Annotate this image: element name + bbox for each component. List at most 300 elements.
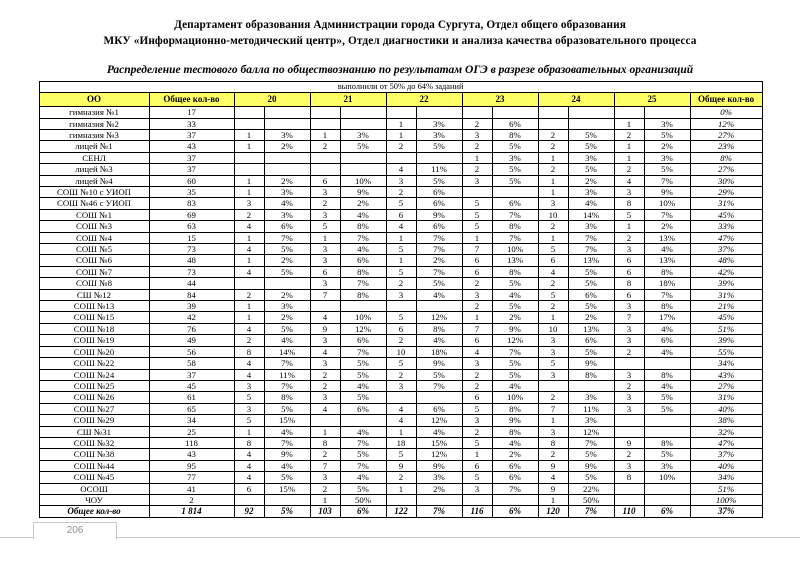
cell-percent: 11% [568,403,614,414]
cell-percent: 7% [644,209,690,220]
cell-count: 1 [462,152,492,163]
cell-count: 3 [310,244,340,255]
cell-percent: 4% [416,289,462,300]
cell-percent: 4% [492,380,538,391]
cell-grand-total: 38% [690,415,762,426]
cell-percent: 5% [644,449,690,460]
cell-count: 3 [614,460,644,471]
cell-percent: 15% [416,437,462,448]
cell-percent: 7% [644,175,690,186]
cell-count: 3 [462,129,492,140]
page-title: Распределение тестового балла по обществознанию по результатам ОГЭ в разрезе образовательных организаций [106,63,694,76]
cell-grand-total: 47% [690,232,762,243]
cell-percent: 3% [644,460,690,471]
cell-count: 5 [614,209,644,220]
table-row [39,175,762,186]
cell-count: 110 [614,506,644,517]
cell-percent: 4% [416,335,462,346]
cell-total-count: 76 [149,323,234,334]
cell-percent: 8% [644,369,690,380]
cell-percent: 50% [340,494,386,505]
cell-percent: 3% [644,152,690,163]
cell-organization: гимназия №3 [39,129,149,140]
cell-count: 3 [310,335,340,346]
cell-count: 1 [386,129,416,140]
cell-percent: 14% [568,209,614,220]
cell-count: 2 [614,449,644,460]
cell-percent: 10% [340,312,386,323]
cell-percent: 5% [644,392,690,403]
table-row [39,437,762,448]
col-header-22: 22 [386,93,462,107]
col-header-total-count: Общее кол-во [149,93,234,107]
cell-percent: 3% [264,129,310,140]
cell-percent [340,107,386,118]
cell-percent: 5% [340,358,386,369]
cell-count: 2 [386,472,416,483]
cell-count: 1 [234,232,264,243]
cell-count: 6 [386,209,416,220]
cell-organization: СОШ №10 с УИОП [39,187,149,198]
cell-percent [644,415,690,426]
cell-count: 2 [386,369,416,380]
cell-count [310,118,340,129]
cell-percent [264,107,310,118]
cell-count: 3 [538,198,568,209]
cell-percent: 5% [644,129,690,140]
cell-total-count: 56 [149,346,234,357]
cell-organization: СОШ №46 с УИОП [39,198,149,209]
cell-percent: 5% [264,472,310,483]
cell-percent: 8% [264,392,310,403]
cell-count: 9 [538,460,568,471]
cell-count: 1 [614,152,644,163]
cell-count: 6 [614,289,644,300]
cell-percent: 2% [416,255,462,266]
cell-count: 10 [538,323,568,334]
cell-organization: ОСОШ [39,483,149,494]
cell-percent: 8% [340,221,386,232]
cell-count: 2 [310,141,340,152]
cell-count: 2 [614,346,644,357]
cell-percent: 12% [416,449,462,460]
cell-count [386,494,416,505]
cell-count: 1 [538,312,568,323]
header-line-1: Департамент образования Администрации города Сургута, Отдел общего образования [174,19,626,31]
cell-count: 3 [310,472,340,483]
cell-count: 3 [386,289,416,300]
cell-organization: СОШ №29 [39,415,149,426]
cell-percent: 15% [264,483,310,494]
cell-count: 3 [614,403,644,414]
cell-percent: 6% [568,335,614,346]
cell-percent: 13% [568,255,614,266]
cell-grand-total: 23% [690,141,762,152]
cell-count: 2 [462,369,492,380]
table-row [39,129,762,140]
cell-percent: 3% [644,118,690,129]
cell-percent: 3% [568,392,614,403]
cell-count [614,483,644,494]
cell-total-count: 2 [149,494,234,505]
cell-percent: 4% [264,198,310,209]
cell-grand-total: 45% [690,312,762,323]
table-head [39,81,762,106]
table-row [39,301,762,312]
cell-percent: 9% [492,323,538,334]
table-row [39,335,762,346]
table-row [39,289,762,300]
cell-count [462,187,492,198]
cell-count: 3 [310,392,340,403]
cell-percent: 2% [492,312,538,323]
cell-count [234,494,264,505]
cell-count: 3 [614,244,644,255]
cell-percent: 12% [416,415,462,426]
cell-percent: 6% [340,335,386,346]
cell-count: 1 [234,129,264,140]
cell-percent: 3% [568,187,614,198]
cell-grand-total: 27% [690,129,762,140]
cell-percent: 3% [340,129,386,140]
score-distribution-table [39,81,763,518]
footer-divider [0,537,800,538]
header-line-2: МКУ «Информационно-методический центр», Отдел диагностики и анализа качества образовательного процесса [103,35,697,48]
cell-count: 4 [234,369,264,380]
cell-percent: 4% [492,437,538,448]
cell-count: 1 [614,221,644,232]
table-row [39,244,762,255]
cell-percent: 4% [340,426,386,437]
cell-count: 1 [538,175,568,186]
cell-count: 1 [234,426,264,437]
cell-percent: 10% [644,198,690,209]
cell-count: 1 [310,494,340,505]
cell-count [234,278,264,289]
cell-percent [416,392,462,403]
cell-count: 5 [386,244,416,255]
document-header [0,0,800,50]
cell-organization: СОШ №22 [39,358,149,369]
cell-percent: 7% [416,232,462,243]
cell-count [538,380,568,391]
cell-count: 6 [462,335,492,346]
cell-count: 5 [462,437,492,448]
cell-count: 4 [386,415,416,426]
cell-count [234,118,264,129]
cell-total-count: 83 [149,198,234,209]
cell-percent: 6% [492,460,538,471]
cell-total-count: 77 [149,472,234,483]
cell-percent: 7% [492,232,538,243]
cell-percent [492,187,538,198]
cell-percent [340,164,386,175]
cell-count: 6 [462,255,492,266]
cell-count: 4 [310,403,340,414]
cell-percent: 6% [492,118,538,129]
cell-count: 2 [462,141,492,152]
cell-grand-total: 34% [690,472,762,483]
cell-percent: 9% [492,415,538,426]
cell-percent: 5% [416,175,462,186]
cell-percent: 5% [492,358,538,369]
cell-percent: 5% [340,392,386,403]
cell-count: 1 [234,312,264,323]
cell-count: 5 [386,266,416,277]
cell-percent: 4% [644,323,690,334]
cell-grand-total: 27% [690,164,762,175]
cell-count: 3 [234,403,264,414]
cell-percent: 9% [568,460,614,471]
table-row [39,266,762,277]
cell-organization: СОШ №32 [39,437,149,448]
cell-count: 6 [614,266,644,277]
cell-total-count: 37 [149,164,234,175]
cell-count: 103 [310,506,340,517]
cell-percent: 5% [264,323,310,334]
cell-percent: 7% [264,358,310,369]
cell-percent: 7% [492,346,538,357]
cell-total-count: 43 [149,141,234,152]
cell-count: 2 [386,141,416,152]
cell-count [614,494,644,505]
cell-percent: 3% [568,415,614,426]
cell-count: 2 [462,164,492,175]
cell-percent: 9% [264,449,310,460]
cell-count: 4 [234,460,264,471]
cell-organization: СШ №12 [39,289,149,300]
cell-grand-total: 47% [690,437,762,448]
cell-count: 3 [462,415,492,426]
cell-count: 3 [462,483,492,494]
cell-percent: 3% [568,221,614,232]
cell-percent: 3% [264,301,310,312]
cell-percent: 9% [416,460,462,471]
cell-count: 2 [386,278,416,289]
cell-percent: 2% [264,175,310,186]
table-body [39,107,762,518]
cell-percent [340,301,386,312]
table-row [39,392,762,403]
cell-percent: 7% [340,346,386,357]
cell-organization: СОШ №18 [39,323,149,334]
cell-count [462,494,492,505]
cell-percent: 2% [568,175,614,186]
cell-count: 3 [614,335,644,346]
cell-grand-total: 51% [690,323,762,334]
cell-percent [264,118,310,129]
cell-count [538,118,568,129]
cell-grand-total: 34% [690,358,762,369]
cell-percent: 3% [264,209,310,220]
table-header-row [39,93,762,107]
cell-count: 5 [386,358,416,369]
cell-percent [568,118,614,129]
cell-count: 1 [386,118,416,129]
cell-percent: 5% [568,141,614,152]
cell-count: 3 [386,175,416,186]
cell-percent: 5% [644,403,690,414]
cell-count: 3 [614,369,644,380]
cell-organization: СОШ №44 [39,460,149,471]
cell-count: 2 [538,221,568,232]
cell-percent: 5% [568,266,614,277]
cell-grand-total: 0% [690,107,762,118]
cell-count: 6 [310,266,340,277]
table-row [39,141,762,152]
cell-percent: 8% [644,437,690,448]
cell-count: 5 [386,198,416,209]
cell-percent: 6% [492,472,538,483]
cell-percent: 4% [644,346,690,357]
cell-percent [644,426,690,437]
table-row [39,221,762,232]
cell-count [234,152,264,163]
cell-count: 3 [310,209,340,220]
cell-percent: 6% [340,506,386,517]
cell-count: 3 [310,255,340,266]
cell-percent: 2% [264,312,310,323]
cell-grand-total: 31% [690,289,762,300]
cell-percent: 5% [568,278,614,289]
cell-percent: 5% [416,141,462,152]
cell-count: 7 [538,403,568,414]
cell-count [234,107,264,118]
cell-count: 2 [538,301,568,312]
cell-organization: СОШ №13 [39,301,149,312]
table-row [39,164,762,175]
cell-percent: 18% [644,278,690,289]
cell-count: 2 [234,209,264,220]
cell-count: 3 [310,278,340,289]
cell-percent [264,494,310,505]
cell-count [386,392,416,403]
cell-organization: лицей №3 [39,164,149,175]
cell-percent: 2% [416,483,462,494]
cell-count: 4 [462,346,492,357]
cell-count [614,415,644,426]
cell-percent: 8% [644,266,690,277]
cell-count: 5 [234,392,264,403]
cell-organization: лицей №4 [39,175,149,186]
cell-percent: 4% [644,380,690,391]
cell-count: 1 [538,152,568,163]
cell-percent [340,152,386,163]
table-row [39,312,762,323]
col-header-oo: ОО [39,93,149,107]
cell-count: 2 [538,449,568,460]
cell-percent: 7% [340,437,386,448]
cell-count: 10 [386,346,416,357]
cell-percent: 5% [416,369,462,380]
cell-count: 8 [538,437,568,448]
cell-total-count: 37 [149,129,234,140]
cell-count: 5 [310,221,340,232]
cell-count: 2 [310,369,340,380]
cell-count: 1 [234,301,264,312]
cell-grand-total: 37% [690,506,762,517]
cell-count: 8 [614,472,644,483]
cell-count: 2 [538,164,568,175]
cell-percent: 7% [264,232,310,243]
cell-total-count: 61 [149,392,234,403]
cell-organization: Общее кол-во [39,506,149,517]
cell-grand-total: 21% [690,301,762,312]
cell-count: 2 [614,380,644,391]
cell-count: 8 [234,437,264,448]
cell-organization: СОШ №26 [39,392,149,403]
cell-count: 1 [462,312,492,323]
cell-count: 3 [538,369,568,380]
cell-count: 8 [614,198,644,209]
cell-total-count: 33 [149,118,234,129]
cell-grand-total: 55% [690,346,762,357]
cell-count: 8 [310,437,340,448]
cell-percent: 7% [264,437,310,448]
cell-organization: СОШ №5 [39,244,149,255]
table-row [39,369,762,380]
cell-percent: 3% [416,129,462,140]
table-row [39,118,762,129]
cell-count: 5 [538,358,568,369]
cell-organization: СОШ №8 [39,278,149,289]
cell-count: 1 [462,232,492,243]
cell-count: 2 [234,335,264,346]
cell-organization: СШ №31 [39,426,149,437]
cell-percent [568,107,614,118]
cell-count: 2 [462,426,492,437]
cell-percent [644,494,690,505]
cell-percent: 2% [264,255,310,266]
cell-percent: 5% [644,164,690,175]
cell-count: 1 [614,141,644,152]
table-row [39,198,762,209]
cell-grand-total: 45% [690,209,762,220]
cell-percent: 4% [264,335,310,346]
cell-grand-total: 8% [690,152,762,163]
cell-percent: 13% [644,255,690,266]
cell-percent: 5% [492,369,538,380]
cell-percent [416,301,462,312]
cell-total-count: 58 [149,358,234,369]
cell-count: 122 [386,506,416,517]
cell-percent: 7% [340,460,386,471]
cell-count: 4 [234,221,264,232]
cell-percent: 10% [644,472,690,483]
cell-count: 1 [310,232,340,243]
cell-count [310,164,340,175]
cell-count: 6 [462,392,492,403]
cell-total-count: 34 [149,415,234,426]
cell-count: 3 [538,346,568,357]
cell-percent: 6% [492,506,538,517]
cell-count: 3 [234,380,264,391]
cell-count: 7 [462,244,492,255]
table-row [39,187,762,198]
cell-grand-total: 100% [690,494,762,505]
cell-count: 9 [386,460,416,471]
cell-total-count: 73 [149,266,234,277]
cell-count: 2 [538,129,568,140]
cell-count: 5 [462,198,492,209]
cell-percent: 10% [340,175,386,186]
cell-organization: СОШ №3 [39,221,149,232]
cell-grand-total: 39% [690,335,762,346]
cell-total-count: 37 [149,369,234,380]
cell-count: 1 [234,141,264,152]
cell-percent: 7% [568,437,614,448]
cell-total-count: 84 [149,289,234,300]
